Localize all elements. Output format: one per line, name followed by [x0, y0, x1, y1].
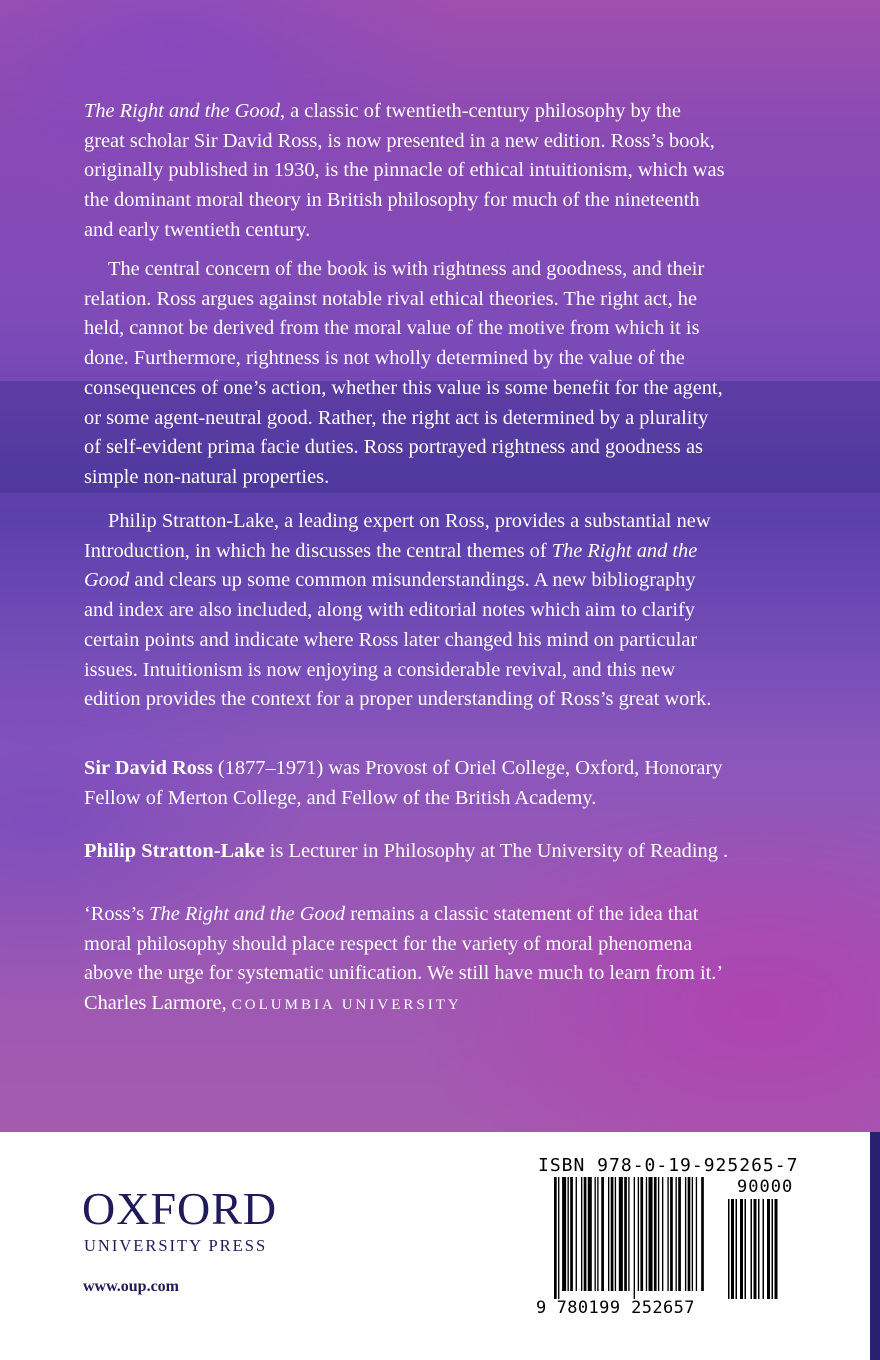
barcode-bar — [570, 1177, 573, 1291]
oxford-logo — [82, 1183, 278, 1256]
barcode-bar — [696, 1177, 697, 1291]
barcode-bar — [685, 1177, 686, 1291]
barcode-bar — [678, 1177, 681, 1291]
barcode-addon-bar — [772, 1199, 774, 1299]
barcode-addon-bar — [731, 1199, 734, 1299]
cover-edge-strip — [870, 1132, 880, 1360]
barcode-bar — [662, 1177, 663, 1291]
barcode-bar — [584, 1177, 587, 1291]
barcode-bar — [615, 1177, 616, 1291]
blurb-paragraph-3: Philip Stratton-Lake, a leading expert on Ross, provides a substantial new Introduction, in which he discusses the central themes of The Right and the Good and clears up some common misunderstandings. A new bibliography and index are also included, along with editorial notes which aim to clarify certain points and indicate where Ross later changed his mind on particular issues. Intuitionism is now enjoying a considerable revival, and this new edition provides the context for a proper understanding of Ross’s great work. — [84, 510, 712, 711]
barcode-addon-bar — [763, 1199, 765, 1299]
barcode-bar — [638, 1177, 639, 1291]
barcode-addon-bar — [745, 1199, 747, 1299]
barcode-bar — [628, 1177, 629, 1291]
barcode-bar — [692, 1177, 693, 1291]
publisher-website: www.oup.com — [83, 1278, 180, 1295]
barcode-addon-digits: 90000 — [737, 1177, 794, 1197]
publisher-subtitle: UNIVERSITY PRESS — [84, 1236, 268, 1255]
barcode-bar — [667, 1177, 668, 1291]
book-title: The Right and the Good — [84, 100, 280, 122]
barcode-bar — [581, 1177, 582, 1291]
barcode-bar — [634, 1177, 635, 1299]
author-name-ross: Sir David Ross — [84, 757, 213, 779]
barcode-addon-bar — [775, 1199, 778, 1299]
barcode-bar — [568, 1177, 569, 1291]
barcode-bar — [619, 1177, 623, 1291]
barcode-addon-bar — [736, 1199, 738, 1299]
barcode-bar — [554, 1177, 557, 1299]
barcode-addon-bar — [767, 1199, 770, 1299]
blurb-paragraph-2: The central concern of the book is with rightness and goodness, and their relation. Ross argues against notable rival ethical theories. The right act, he held, cannot be derived from the moral value of the motive from which it is done. Furthermore, rightness is not wholly determined by the value of the consequences of one’s action, whether this value is some benefit for the agent, or some agent-neutral good. Rather, the right act is determined by a plurality of self-evident prima facie duties. Ross portrayed rightness and goodness as simple non-natural properties. — [84, 258, 723, 488]
review-quote: ‘Ross’s The Right and the Good remains a classic statement of the idea that moral philosophy should place respect for the variety of moral phenomena above the urge for systematic unification. We still have much to learn from it.’ Charles Larmore, COLUMBIA UNIVERSITY — [84, 900, 784, 1021]
barcode-bar — [676, 1177, 677, 1291]
quote-attribution: Charles Larmore, COLUMBIA UNIVERSITY — [84, 992, 462, 1015]
barcode-bar — [595, 1177, 596, 1291]
barcode-block — [538, 1155, 808, 1325]
barcode-addon-bar — [740, 1199, 743, 1299]
barcode-bar — [558, 1177, 559, 1299]
ean-digits: 9 780199 252657 — [536, 1298, 695, 1318]
barcode-bar — [624, 1177, 627, 1291]
barcode-bar — [611, 1177, 614, 1291]
barcode-bar — [597, 1177, 598, 1291]
publisher-name: OXFORD — [82, 1183, 278, 1234]
barcode-addon-bar — [758, 1199, 760, 1299]
barcode-bar — [576, 1177, 577, 1291]
barcode-bar — [562, 1177, 566, 1291]
blurb-paragraph-1: The Right and the Good, a classic of twentieth-century philosophy by the great scholar Sir David Ross, is now presented in a new edition. Ross’s book, originally published in 1930, is the pinnacle of ethical intuitionism, which was the dominant moral theory in British philosophy for much of the nineteenth and early twentieth century. — [84, 100, 725, 241]
author-bio-ross: Sir David Ross (1877–1971) was Provost of Oriel College, Oxford, Honorary Fellow of Merton College, and Fellow of the British Academy. — [84, 757, 723, 809]
barcode-bar — [670, 1177, 673, 1291]
barcode-addon-bar — [751, 1199, 753, 1299]
barcode-bar — [640, 1177, 643, 1291]
author-name-stratton-lake: Philip Stratton-Lake — [84, 840, 265, 862]
barcode-bar — [646, 1177, 647, 1291]
barcode-bar — [701, 1177, 704, 1291]
author-bio-stratton-lake: Philip Stratton-Lake is Lecturer in Philosophy at The University of Reading . — [84, 840, 729, 862]
barcode-addon-bar — [754, 1199, 757, 1299]
barcode-bar — [658, 1177, 659, 1291]
barcode-bar — [588, 1177, 592, 1291]
barcode-bar — [601, 1177, 604, 1291]
barcode-bar — [608, 1177, 609, 1291]
barcode-bar — [649, 1177, 653, 1291]
barcode-bar — [654, 1177, 657, 1291]
isbn-label: ISBN 978-0-19-925265-7 — [538, 1155, 799, 1176]
barcode-bar — [688, 1177, 691, 1291]
barcode-addon-bar — [728, 1199, 730, 1299]
